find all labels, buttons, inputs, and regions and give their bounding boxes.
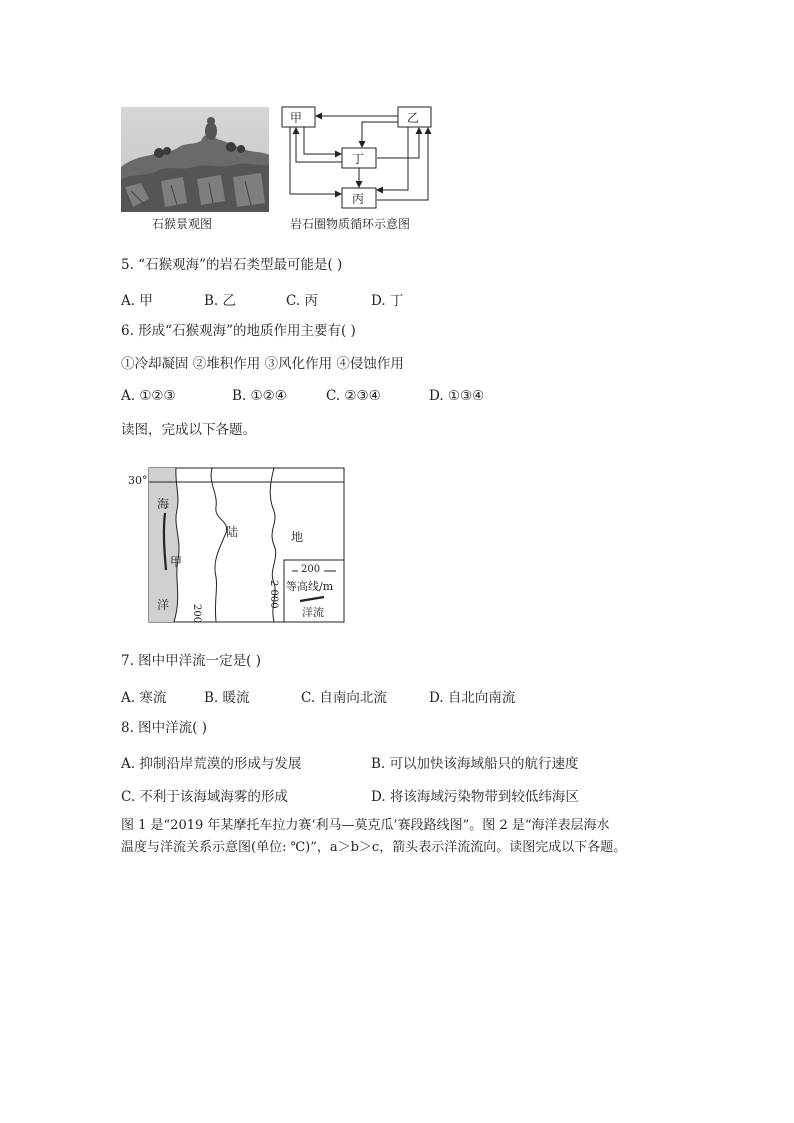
rock-cycle-diagram [278,104,438,216]
photo-illustration [121,107,269,212]
arrow-ding-yi [377,128,419,158]
question-5-stem: 5. “石猴观海”的岩石类型最可能是( ) [121,257,343,273]
question-6-option-d: D. ①③④ [429,388,485,404]
question-6-stem: 6. 形成“石猴观海”的地质作用主要有( ) [121,323,356,339]
photo-caption: 石猴景观图 [152,217,213,231]
map-intro: 读图，完成以下各题。 [121,422,256,438]
question-6-option-c: C. ②③④ [326,388,381,404]
land-char-2: 地 [291,530,304,544]
question-7-option-a: A. 寒流 [121,690,167,706]
question-7-option-b: B. 暖流 [204,690,250,706]
question-5-option-c: C. 丙 [286,293,318,309]
question-6-option-a: A. ①②③ [121,388,176,404]
arrow-bing-yi [377,128,428,200]
node-jia-label: 甲 [290,111,303,125]
current-label: 甲 [170,555,183,569]
arrow-yi-ding [362,122,398,147]
latitude-label: 30° [128,474,148,487]
arrow-jia-ding [304,127,341,154]
question-5-option-b: B. 乙 [204,293,237,309]
question-8-option-b: B. 可以加快该海域船只的航行速度 [371,756,579,772]
question-7-option-c: C. 自南向北流 [301,690,387,706]
node-bing-label: 丙 [352,192,365,206]
stone-monkey-photo [121,107,269,212]
node-ding-label: 丁 [352,152,365,166]
question-6-items: ①冷却凝固 ②堆积作用 ③风化作用 ④侵蚀作用 [121,356,404,372]
question-8-stem: 8. 图中洋流( ) [121,720,207,736]
sea-char-2: 洋 [157,598,170,612]
cycle-caption: 岩石圈物质循环示意图 [290,217,411,231]
node-yi-label: 乙 [407,111,420,125]
arrow-jia-bing [290,127,341,194]
question-8-option-c: C. 不利于该海域海雾的形成 [121,789,288,805]
question-8-option-d: D. 将该海域污染物带到较低纬海区 [371,789,579,805]
final-paragraph-line-2: 温度与洋流关系示意图(单位: ℃)”，a＞b＞c，箭头表示洋流流向。读图完成以下各题。 [121,840,627,855]
question-5-option-d: D. 丁 [371,293,404,309]
question-6-option-b: B. ①②④ [232,388,287,404]
legend-contour-value: 200 [301,564,321,575]
land-char-1: 陆 [226,525,239,539]
final-paragraph-line-1: 图 1 是“2019 年某摩托车拉力赛‘利马—莫克瓜’赛段路线图”。图 2 是“海洋表层海水 [121,818,610,833]
question-7-stem: 7. 图中甲洋流一定是( ) [121,653,261,669]
contour-2000-label: 2 000 [268,580,279,609]
current-map [128,465,348,625]
question-5-option-a: A. 甲 [121,293,153,309]
arrow-ding-jia [296,128,342,162]
sea-char-1: 海 [157,497,170,511]
question-7-option-d: D. 自北向南流 [429,690,516,706]
contour-200-label: 200 [191,604,202,624]
question-8-option-a: A. 抑制沿岸荒漠的形成与发展 [121,756,302,772]
legend-contour-text: 等高线/m [286,580,334,593]
legend-current-text: 洋流 [302,606,324,619]
